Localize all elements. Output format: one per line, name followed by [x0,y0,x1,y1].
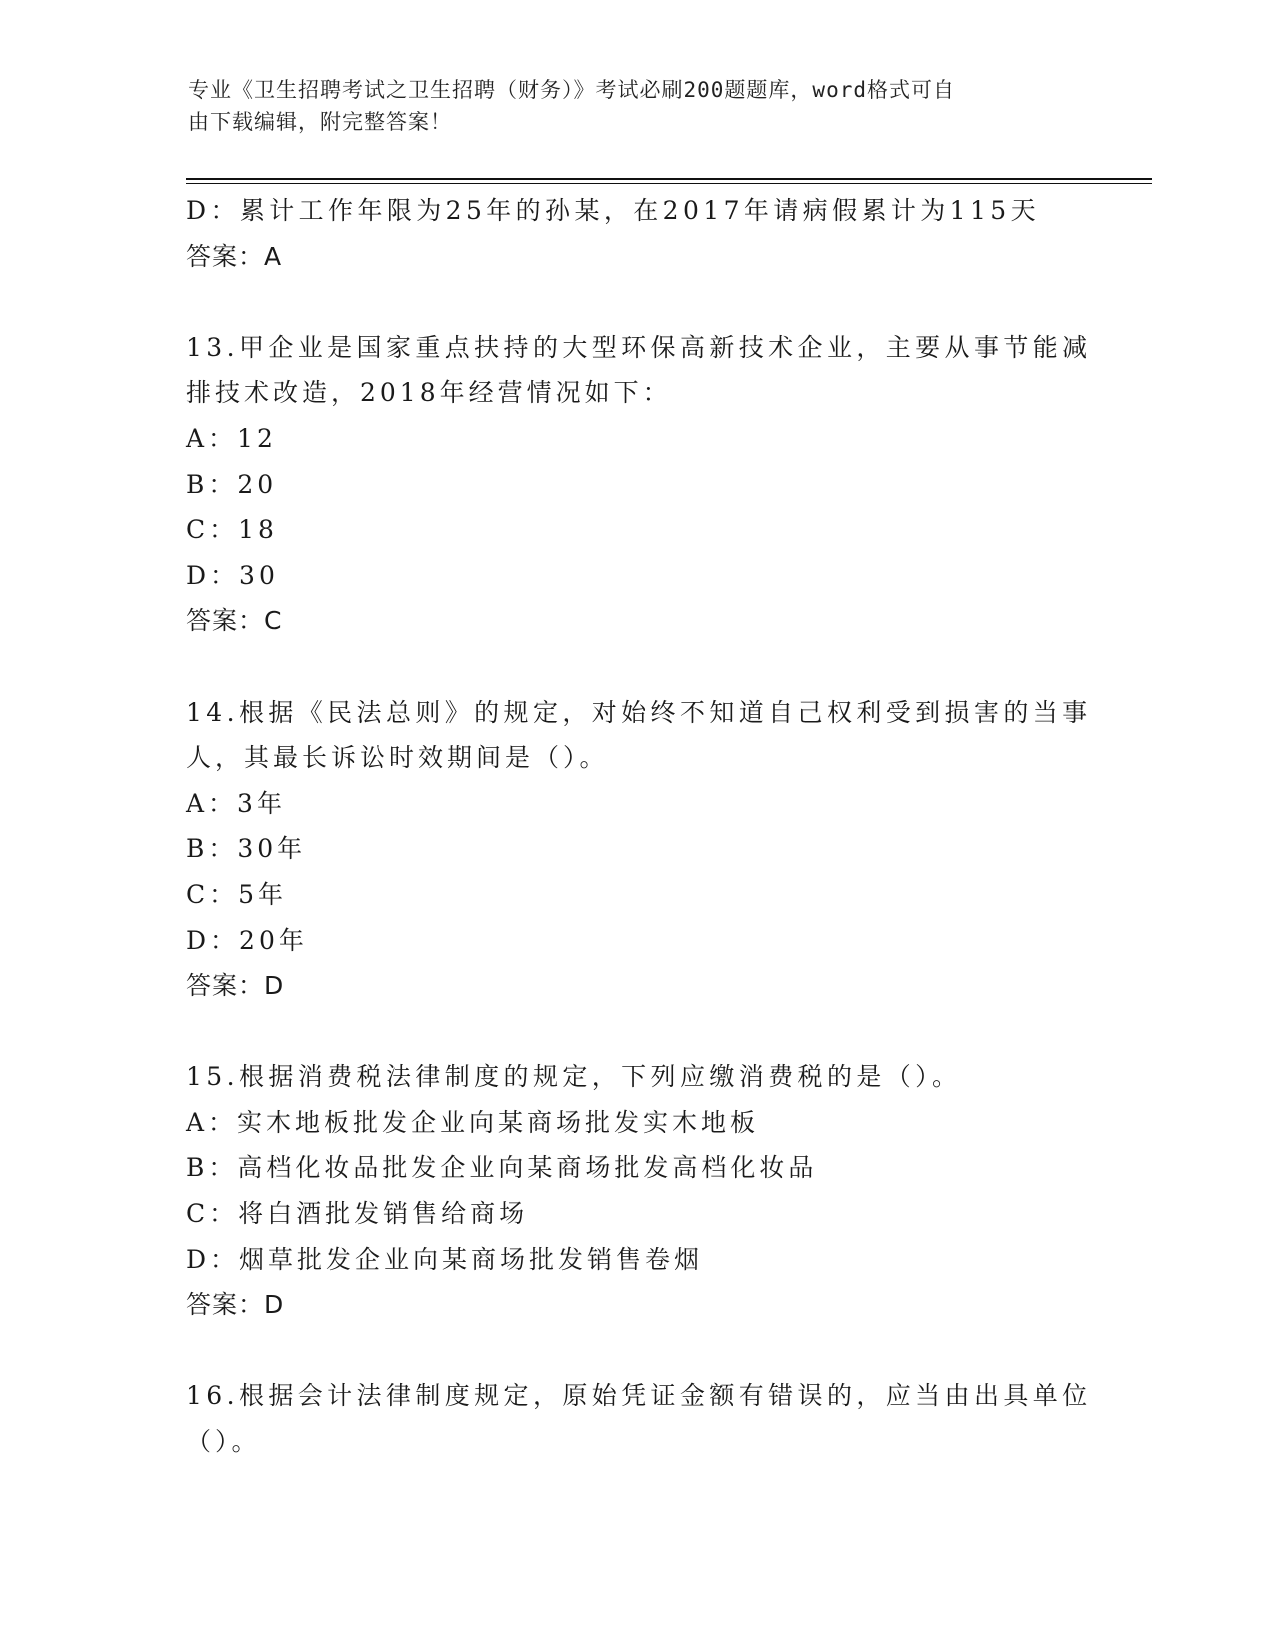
question-stem-line-1: 14.根据《民法总则》的规定，对始终不知道自己权利受到损害的当事 [186,697,1092,727]
option-a: A：实木地板批发企业向某商场批发实木地板 [186,1107,760,1137]
option-b: B：20 [186,469,278,499]
option-d: D：20年 [186,925,308,955]
question-stem-line-1: 15.根据消费税法律制度的规定，下列应缴消费税的是（）。 [186,1062,962,1092]
question-16 [186,1373,1092,1464]
question-14 [186,690,1092,1009]
question-stem-line-1: 13.甲企业是国家重点扶持的大型环保高新技术企业，主要从事节能减 [186,332,1092,362]
answer-line: 答案：D [186,971,285,1001]
document-body [186,188,1092,1465]
question-stem-line-2: 人，其最长诉讼时效期间是（）。 [186,743,609,773]
question-12-tail [186,188,1086,279]
answer-line: 答案：A [186,241,283,271]
option-d: D：累计工作年限为25年的孙某，在2017年请病假累计为115天 [186,196,1040,225]
option-a: A：12 [186,423,277,453]
option-b: B：高档化妆品批发企业向某商场批发高档化妆品 [186,1153,818,1183]
answer-line: 答案：C [186,606,283,636]
header-line-1: 专业《卫生招聘考试之卫生招聘（财务）》考试必刷200题题库，word格式可自 [188,78,955,102]
option-a: A：3年 [186,788,286,818]
question-13 [186,325,1092,644]
question-stem-line-2: 排技术改造，2018年经营情况如下： [186,378,672,408]
question-stem-line-2: （）。 [186,1427,261,1457]
answer-line: 答案：D [186,1290,285,1320]
option-c: C：5年 [186,879,288,909]
header-divider-thick [186,178,1152,180]
option-c: C：将白酒批发销售给商场 [186,1199,529,1229]
question-stem-line-1: 16.根据会计法律制度规定，原始凭证金额有错误的，应当由出具单位 [186,1381,1092,1411]
option-b: B：30年 [186,834,307,864]
option-c: C：18 [186,515,278,545]
option-d: D：烟草批发企业向某商场批发销售卷烟 [186,1244,704,1274]
document-header [188,74,1088,138]
option-d: D：30 [186,560,279,590]
header-divider-thin [186,183,1152,184]
question-15 [186,1054,1086,1328]
header-line-2: 由下载编辑，附完整答案！ [188,110,452,134]
